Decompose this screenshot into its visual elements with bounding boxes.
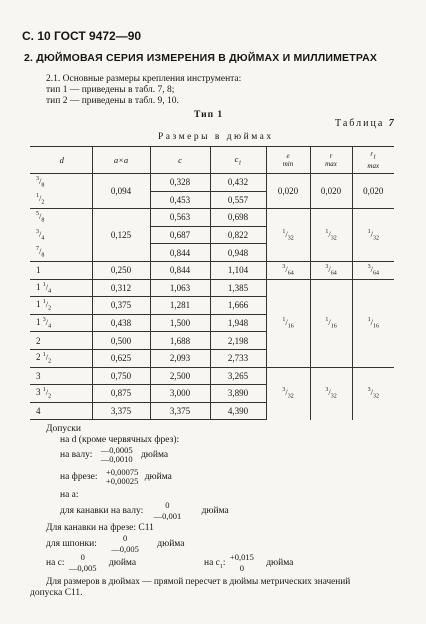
key-label: для шпонки: (46, 539, 97, 550)
table-label-word: Таблица (335, 118, 385, 129)
table-row (30, 279, 394, 297)
header-r1: r1 max (352, 147, 394, 174)
header-r: r max (310, 147, 352, 174)
tolerance-on-a: на a: (60, 490, 79, 500)
cell-r: 0,020 (310, 174, 352, 209)
cell-e: 0,020 (266, 174, 310, 209)
cell-c1: 2,198 (210, 332, 266, 350)
cell-c: 2,500 (150, 367, 210, 385)
c1-label: на $c_1$: (204, 558, 226, 571)
table-row (30, 261, 394, 279)
cell-e: $^3/_{64}$ (266, 261, 310, 279)
cell-d: $^3/_8$ (36, 176, 45, 189)
cell-axa: 0,094 (92, 174, 150, 209)
table-label (335, 118, 396, 129)
cell-d: 3 (30, 367, 92, 385)
cell-c: 1,688 (150, 332, 210, 350)
table-label-number: 7 (388, 118, 396, 129)
cell-c1: 0,948 (210, 244, 266, 262)
header-c1: $c_1$ (210, 147, 266, 174)
cell-c: 1,063 (150, 279, 210, 297)
cell-axa: 0,438 (92, 314, 150, 332)
cell-c: 0,563 (150, 209, 210, 227)
cell-r: $^1/_{16}$ (310, 279, 352, 367)
key-deviation: 0 —0,005 (111, 533, 139, 554)
c-unit: дюйма (108, 558, 137, 569)
cell-c: 3,375 (150, 402, 210, 420)
header-d: d (30, 147, 92, 174)
cell-d: 1 $^3/_4$ (30, 314, 92, 332)
cell-c1: 2,733 (210, 349, 266, 367)
cell-axa: 0,312 (92, 279, 150, 297)
table-row (30, 174, 394, 192)
cell-c: 2,093 (150, 349, 210, 367)
mill-unit: дюйма (144, 472, 172, 483)
c1-deviation: +0,015 0 (229, 552, 254, 573)
cell-axa: 0,625 (92, 349, 150, 367)
intro-line-2: тип 1 — приведены в табл. 7, 8; (46, 85, 175, 95)
cell-c: 0,687 (150, 226, 210, 244)
mill-deviation: +0,00075 +0,00025 (105, 467, 139, 486)
cell-c1: 1,385 (210, 279, 266, 297)
cell-c1: 3,890 (210, 385, 266, 403)
dimensions-table (30, 146, 394, 420)
cell-c1: 0,557 (210, 191, 266, 209)
cell-c1: 1,948 (210, 314, 266, 332)
cell-r: $^3/_{32}$ (310, 367, 352, 420)
cell-c1: 1,104 (210, 261, 266, 279)
cell-c: 0,328 (150, 174, 210, 192)
cell-c: 3,000 (150, 385, 210, 403)
cell-e: $^1/_{32}$ (266, 209, 310, 262)
table-row (30, 209, 394, 227)
table-caption: Размеры в дюймах (158, 132, 274, 142)
tolerance-on-d: на d (кроме червячных фрез): (60, 435, 180, 445)
cell-c1: 3,265 (210, 367, 266, 385)
cell-axa: 0,125 (92, 209, 150, 262)
c-deviation: 0 —0,005 (68, 552, 97, 573)
cell-r: $^1/_{32}$ (310, 209, 352, 262)
shaft-deviation: —0,0005 —0,0010 (100, 445, 133, 464)
cell-r1: $^1/_{16}$ (352, 279, 394, 367)
intro-line-3: тип 2 — приведены в табл. 9, 10. (46, 96, 179, 106)
groove-shaft-deviation: 0 —0,001 (153, 500, 182, 521)
cell-r1: $^3/_{64}$ (352, 261, 394, 279)
cell-d: 3 $^1/_2$ (30, 385, 92, 403)
cell-c1: 0,432 (210, 174, 266, 192)
cell-d: 1 (30, 261, 92, 279)
tolerance-groove-mill: Для канавки на фрезе: C11 (46, 523, 154, 533)
cell-c: 0,453 (150, 191, 210, 209)
c1-unit: дюйма (266, 558, 294, 569)
intro-line-1: 2.1. Основные размеры крепления инструмента: (46, 74, 242, 84)
cell-e: $^1/_{16}$ (266, 279, 310, 367)
cell-d: $^3/_4$ (36, 228, 45, 242)
cell-d: 2 $^1/_2$ (36, 351, 52, 365)
header-axa: a×a (92, 147, 150, 174)
cell-r1: $^3/_{32}$ (352, 367, 394, 420)
cell-axa: 0,875 (92, 385, 150, 403)
cell-d: 1 $^1/_2$ (30, 297, 92, 315)
cell-c1: 0,698 (210, 209, 266, 227)
cell-c1: 1,666 (210, 297, 266, 315)
cell-c: 1,281 (150, 297, 210, 315)
tolerance-shaft (60, 446, 168, 464)
cell-axa: 0,250 (92, 261, 150, 279)
key-unit: дюйма (157, 539, 185, 550)
tolerance-c (46, 552, 136, 574)
header-e: e min (266, 147, 310, 174)
cell-d: 2 (30, 332, 92, 350)
table-header-row (30, 147, 394, 174)
page-header: С. 10 ГОСТ 9472—90 (22, 29, 142, 43)
cell-r1: 0,020 (352, 174, 394, 209)
tolerance-groove-shaft (60, 500, 229, 522)
tolerance-c1 (204, 552, 293, 574)
section-title: 2. ДЮЙМОВАЯ СЕРИЯ ИЗМЕРЕНИЯ В ДЮЙМАХ И МИЛЛИМЕТРАХ (24, 52, 378, 64)
cell-r1: $^1/_{32}$ (352, 209, 394, 262)
cell-axa: 3,375 (92, 402, 150, 420)
cell-c1: 4,390 (210, 402, 266, 420)
cell-c: 0,844 (150, 244, 210, 262)
cell-d: $^7/_8$ (36, 246, 45, 259)
cell-d: $^5/_8$ (30, 209, 92, 227)
cell-d: 4 (30, 402, 92, 420)
footer-note-line-2: допуска C11. (30, 588, 83, 598)
groove-shaft-label: для канавки на валу: (60, 506, 144, 517)
tolerance-mill (60, 468, 172, 486)
cell-d: 1 $^1/_4$ (30, 279, 92, 297)
cell-axa: 0,750 (92, 367, 150, 385)
type-heading: Тип 1 (194, 110, 224, 120)
footer-note-line-1: Для размеров в дюймах — прямой пересчет в дюймы метрических значений (46, 577, 351, 587)
cell-e: $^3/_{32}$ (266, 367, 310, 420)
cell-axa: 0,375 (92, 297, 150, 315)
groove-shaft-unit: дюйма (201, 506, 229, 517)
cell-c: 0,844 (150, 261, 210, 279)
cell-axa: 0,500 (92, 332, 150, 350)
shaft-unit: дюйма (140, 450, 169, 461)
cell-c: 1,500 (150, 314, 210, 332)
cell-c1: 0,822 (210, 226, 266, 244)
cell-r: $^3/_{64}$ (310, 261, 352, 279)
cell-d: $^1/_2$ (36, 193, 45, 206)
c-label: на c: (46, 558, 65, 569)
shaft-label: на валу: (60, 450, 93, 461)
tolerances-title: Допуски (46, 424, 81, 434)
header-c: c (150, 147, 210, 174)
mill-label: на фрезе: (60, 472, 98, 483)
table-row (30, 367, 394, 385)
